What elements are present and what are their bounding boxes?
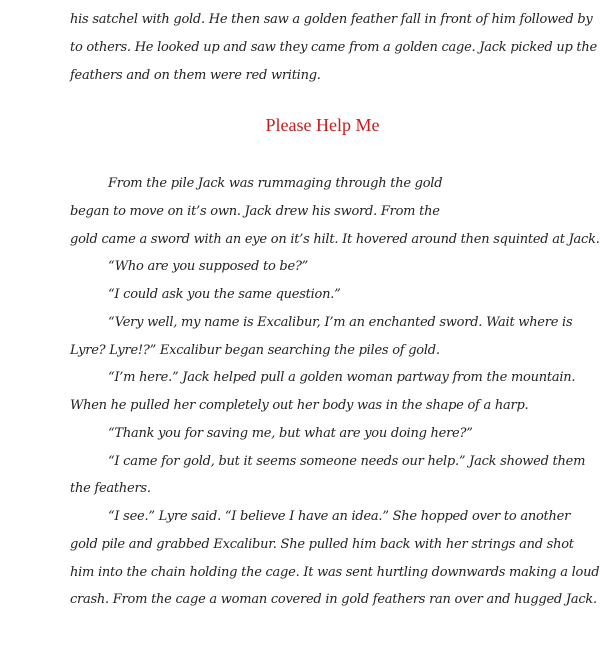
paragraph-line: “I could ask you the same question.”	[108, 287, 341, 302]
paragraph-line: feathers and on them were red writing.	[70, 68, 321, 83]
paragraph-line: From the pile Jack was rummaging through the gold	[108, 176, 443, 191]
paragraph-line: “I’m here.” Jack helped pull a golden woman partway from the mountain.	[108, 370, 576, 385]
paragraph-line: his satchel with gold. He then saw a golden feather fall in front of him followed by	[70, 12, 593, 27]
chapter-heading: Please Help Me	[265, 115, 380, 135]
paragraph-line: “I came for gold, but it seems someone needs our help.” Jack showed them	[108, 454, 586, 469]
paragraph-line: “Very well, my name is Excalibur, I’m an enchanted sword. Wait where is	[108, 315, 573, 330]
paragraph-line: to others. He looked up and saw they came from a golden cage. Jack picked up the	[70, 40, 597, 55]
paragraph-line: gold came a sword with an eye on it’s hilt. It hovered around then squinted at Jack.	[70, 232, 600, 247]
paragraph-line: When he pulled her completely out her body was in the shape of a harp.	[70, 398, 529, 413]
paragraph-line: “Thank you for saving me, but what are you doing here?”	[108, 426, 473, 441]
paragraph-line: gold pile and grabbed Excalibur. She pulled him back with her strings and shot	[70, 537, 574, 552]
paragraph-line: began to move on it’s own. Jack drew his sword. From the	[70, 204, 440, 219]
paragraph-line: the feathers.	[70, 481, 151, 496]
paragraph-line: “Who are you supposed to be?”	[108, 259, 309, 274]
paragraph-line: Lyre? Lyre!?” Excalibur began searching the piles of gold.	[70, 343, 440, 358]
paragraph-line: “I see.” Lyre said. “I believe I have an idea.” She hopped over to another	[108, 509, 571, 524]
paragraph-line: him into the chain holding the cage. It was sent hurtling downwards making a loud	[70, 565, 600, 580]
paragraph-line: crash. From the cage a woman covered in gold feathers ran over and hugged Jack.	[70, 592, 597, 607]
